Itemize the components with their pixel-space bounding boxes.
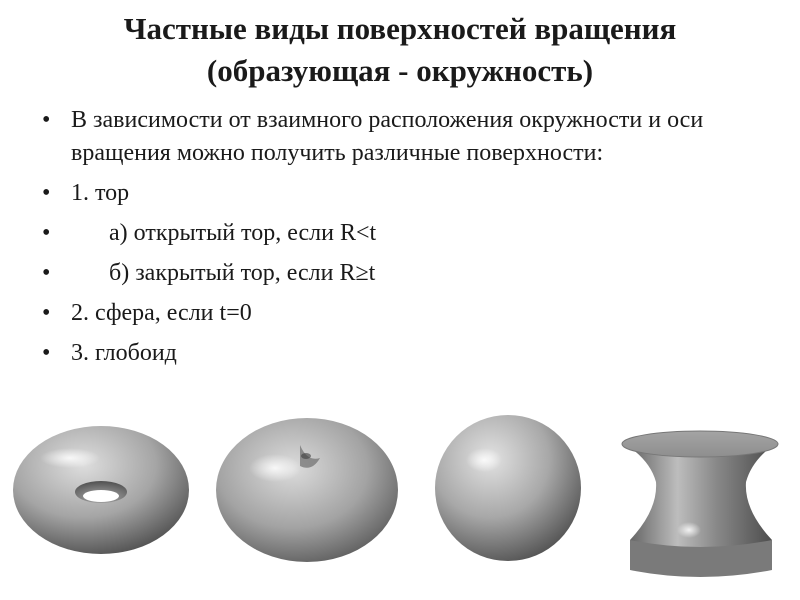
bullet-text: б) закрытый тор, если R≥t — [109, 260, 376, 286]
bullet-item — [40, 297, 770, 330]
bullet-text: 1. тор — [71, 180, 130, 206]
bullet-dot: • — [42, 340, 51, 366]
closed-torus-figure — [216, 418, 398, 562]
bullet-list — [40, 104, 770, 377]
bullet-text: а) открытый тор, если R<t — [109, 220, 377, 246]
bullet-item — [40, 104, 770, 170]
bullet-dot: • — [42, 107, 51, 133]
bullet-dot: • — [42, 260, 51, 286]
bullet-text: 2. сфера, если t=0 — [71, 300, 252, 326]
globoid-figure — [622, 431, 778, 577]
bullet-text: 3. глобоид — [71, 340, 177, 366]
bullet-dot: • — [42, 180, 51, 206]
bullet-item — [40, 257, 770, 290]
surface-figures — [0, 400, 800, 600]
bullet-item — [40, 217, 770, 250]
bullet-item — [40, 337, 770, 370]
surface-illustrations — [0, 400, 800, 600]
slide-title-line-1: Частные виды поверхностей вращения — [123, 11, 677, 46]
bullet-dot: • — [42, 220, 51, 246]
sphere-figure — [435, 415, 581, 561]
slide-title — [0, 8, 800, 92]
bullet-item — [40, 177, 770, 210]
bullet-text: В зависимости от взаимного расположения окружности и оси вращения можно получить различные поверхности: — [71, 107, 704, 166]
slide-title-line-2: (образующая - окружность) — [206, 53, 594, 88]
bullet-dot: • — [42, 300, 51, 326]
open-torus-figure — [13, 426, 189, 554]
